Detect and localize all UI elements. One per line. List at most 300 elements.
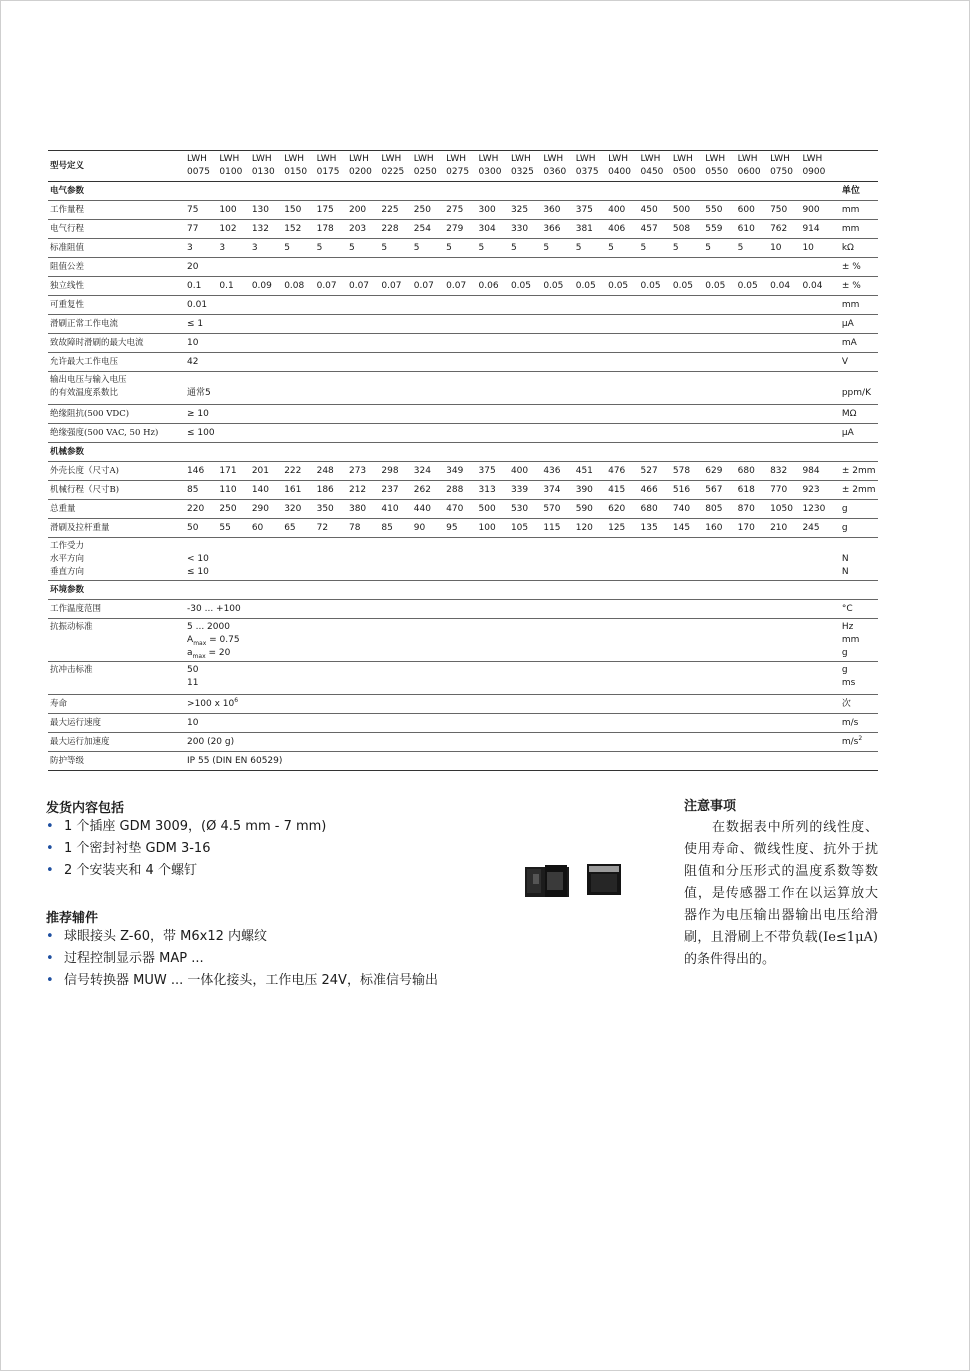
bullet-icon: • bbox=[46, 863, 54, 878]
cell-value: 600 bbox=[737, 204, 755, 215]
cell-value: 762 bbox=[770, 223, 788, 234]
cell-value: 349 bbox=[446, 465, 464, 476]
cell-value: 567 bbox=[705, 484, 723, 495]
cell-value: 5 bbox=[413, 242, 420, 253]
cell-value: 516 bbox=[672, 484, 691, 495]
cell-value: 5 bbox=[737, 242, 744, 253]
cell-value: 0.05 bbox=[608, 280, 629, 291]
row-label: 工作受力 水平方向 垂直方向 bbox=[50, 541, 85, 577]
cell-value: 245 bbox=[802, 522, 820, 533]
cell-value: 250 bbox=[219, 503, 237, 514]
cell-value: 381 bbox=[575, 223, 593, 234]
cell-value: 152 bbox=[284, 223, 302, 234]
unit-header bbox=[835, 443, 878, 462]
cell-value: 220 bbox=[187, 503, 205, 514]
cell-value: 5 bbox=[705, 242, 712, 253]
cell-value: 415 bbox=[608, 484, 626, 495]
cell-value: 140 bbox=[251, 484, 269, 495]
section-spacer bbox=[187, 581, 835, 600]
cell-value: 250 bbox=[413, 204, 431, 215]
cell-value: 400 bbox=[510, 465, 529, 476]
cell-value: 132 bbox=[251, 223, 269, 234]
row-max-wiper-current bbox=[48, 334, 878, 353]
row-label: 寿命 bbox=[50, 698, 68, 709]
cell-value: 508 bbox=[672, 223, 691, 234]
cell-value: 72 bbox=[316, 522, 329, 533]
cell-value: 200 (20 g) bbox=[187, 736, 235, 747]
bullet-icon: • bbox=[46, 929, 54, 944]
cell-value: 320 bbox=[284, 503, 302, 514]
row-wiper-current bbox=[48, 315, 878, 334]
section-mechanical bbox=[48, 443, 878, 462]
cell-value: 3 bbox=[187, 242, 193, 253]
cell-value: 451 bbox=[575, 465, 593, 476]
cell-value: 203 bbox=[348, 223, 367, 234]
cell-value: 360 bbox=[543, 204, 561, 215]
section-spacer bbox=[187, 443, 835, 462]
delivery-list bbox=[46, 816, 326, 882]
cell-value: < 10 ≤ 10 bbox=[187, 554, 209, 577]
unit-header: 单位 bbox=[841, 185, 860, 196]
cell-value: 0.01 bbox=[187, 299, 208, 310]
cell-value: 680 bbox=[737, 465, 755, 476]
cell-value: 5 bbox=[672, 242, 679, 253]
cell-value: 440 bbox=[413, 503, 431, 514]
cell-value: 178 bbox=[316, 223, 334, 234]
cell-value: 237 bbox=[381, 484, 399, 495]
cell-value: 466 bbox=[640, 484, 658, 495]
row-unit: ± % bbox=[841, 280, 861, 291]
cell-value: 100 bbox=[478, 522, 496, 533]
cell-value: 530 bbox=[510, 503, 529, 514]
model-header: LWH 0360 bbox=[543, 154, 567, 177]
row-protection bbox=[48, 752, 878, 771]
cell-value: 339 bbox=[510, 484, 529, 495]
row-wiper-weight bbox=[48, 519, 878, 538]
cell-value: 832 bbox=[770, 465, 788, 476]
row-measuring-range bbox=[48, 201, 878, 220]
row-force bbox=[48, 538, 878, 581]
cell-value: 350 bbox=[316, 503, 334, 514]
model-header: LWH 0150 bbox=[284, 154, 308, 177]
row-unit: mm bbox=[841, 223, 860, 234]
cell-value: 0.05 bbox=[640, 280, 661, 291]
cell-value: 0.06 bbox=[478, 280, 499, 291]
row-label: 致故障时滑刷的最大电流 bbox=[50, 337, 144, 348]
row-repeatability bbox=[48, 296, 878, 315]
cell-value: IP 55 (DIN EN 60529) bbox=[187, 755, 283, 766]
cell-value: 870 bbox=[737, 503, 755, 514]
cell-value: 90 bbox=[413, 522, 426, 533]
cell-value: 578 bbox=[672, 465, 691, 476]
cell-value: 298 bbox=[381, 465, 399, 476]
model-header: LWH 0275 bbox=[446, 154, 470, 177]
cell-value: 457 bbox=[640, 223, 658, 234]
row-unit: g bbox=[841, 503, 848, 514]
row-label: 独立线性 bbox=[50, 280, 85, 291]
row-label: 外壳长度（尺寸A) bbox=[50, 465, 119, 476]
model-header: LWH 0200 bbox=[348, 154, 372, 177]
accessory-item: • 球眼接头 Z-60，带 M6x12 内螺纹 bbox=[46, 926, 438, 948]
cell-value: 85 bbox=[187, 484, 199, 495]
cell-value: 275 bbox=[446, 204, 464, 215]
row-unit: mA bbox=[841, 337, 857, 348]
section-environmental bbox=[48, 581, 878, 600]
model-header: LWH 0300 bbox=[478, 154, 502, 177]
row-housing-length bbox=[48, 462, 878, 481]
model-header: LWH 0225 bbox=[381, 154, 405, 177]
cell-value: 110 bbox=[219, 484, 237, 495]
cell-value: 228 bbox=[381, 223, 399, 234]
cell-value: 304 bbox=[478, 223, 496, 234]
row-temperature bbox=[48, 600, 878, 619]
cell-value: 0.07 bbox=[381, 280, 402, 291]
cell-value: 5 bbox=[510, 242, 517, 253]
cell-value: 406 bbox=[608, 223, 626, 234]
row-max-accel bbox=[48, 733, 878, 752]
cell-value: 50 11 bbox=[187, 665, 199, 688]
row-dielectric-strength bbox=[48, 424, 878, 443]
cell-value: 135 bbox=[640, 522, 658, 533]
cell-value: 0.05 bbox=[705, 280, 726, 291]
cell-value: 476 bbox=[608, 465, 626, 476]
cell-value: 42 bbox=[187, 356, 199, 367]
cell-value: 20 bbox=[187, 261, 199, 272]
cell-value: 248 bbox=[316, 465, 334, 476]
model-header: LWH 0450 bbox=[640, 154, 664, 177]
row-label: 工作温度范围 bbox=[50, 603, 102, 614]
row-label: 抗冲击标准 bbox=[50, 665, 93, 675]
row-label: 允许最大工作电压 bbox=[50, 356, 119, 367]
row-electrical-stroke bbox=[48, 220, 878, 239]
cell-value: 500 bbox=[478, 503, 496, 514]
row-unit: Hz mm g bbox=[841, 622, 860, 658]
cell-value: 324 bbox=[413, 465, 431, 476]
cell-value: 450 bbox=[640, 204, 658, 215]
row-label: 工作量程 bbox=[50, 204, 85, 215]
cell-value: 105 bbox=[510, 522, 529, 533]
delivery-title: 发货内容包括 bbox=[46, 801, 125, 816]
model-header: LWH 0550 bbox=[705, 154, 729, 177]
delivery-item: • 1 个插座 GDM 3009，(Ø 4.5 mm - 7 mm) bbox=[46, 816, 326, 838]
cell-value: 146 bbox=[187, 465, 205, 476]
accessory-item: • 过程控制显示器 MAP ... bbox=[46, 948, 438, 970]
row-label: 绝缘阻抗(500 VDC) bbox=[50, 408, 130, 419]
row-label: 标准阻值 bbox=[50, 242, 85, 253]
cell-value: 300 bbox=[478, 204, 496, 215]
cell-value: 0.09 bbox=[251, 280, 272, 291]
accessories-list bbox=[46, 926, 438, 992]
row-label: 防护等级 bbox=[50, 755, 85, 766]
cell-value: 0.07 bbox=[446, 280, 467, 291]
row-label: 滑刷及拉杆重量 bbox=[50, 522, 110, 533]
cell-value: 120 bbox=[575, 522, 593, 533]
row-unit: m/s bbox=[841, 717, 859, 728]
cell-value: 150 bbox=[284, 204, 302, 215]
cell-value: 100 bbox=[219, 204, 237, 215]
cell-value: 366 bbox=[543, 223, 561, 234]
cell-value: 559 bbox=[705, 223, 723, 234]
cell-value: 10 bbox=[187, 717, 199, 728]
cell-value: 0.07 bbox=[348, 280, 370, 291]
row-label: 可重复性 bbox=[50, 299, 85, 310]
row-max-voltage bbox=[48, 353, 878, 372]
cell-value: 85 bbox=[381, 522, 393, 533]
cell-value: 325 bbox=[510, 204, 529, 215]
row-unit: ± 2mm bbox=[841, 465, 876, 476]
unit-header bbox=[835, 581, 878, 600]
cell-value: 5 bbox=[284, 242, 290, 253]
delivery-item: • 1 个密封衬垫 GDM 3-16 bbox=[46, 838, 326, 860]
model-header: LWH 0325 bbox=[510, 154, 534, 177]
cell-value: 0.05 bbox=[510, 280, 531, 291]
cell-value: 5 ... 2000 $A_{max} = 0.75$ $a_{max} = 20$ bbox=[187, 622, 240, 660]
cell-value: 629 bbox=[705, 465, 723, 476]
cell-value: 0.05 bbox=[672, 280, 693, 291]
row-temp-coefficient bbox=[48, 372, 878, 405]
row-unit bbox=[835, 752, 878, 771]
cell-value: 130 bbox=[251, 204, 269, 215]
cell-value: 5 bbox=[640, 242, 647, 253]
cell-value: 262 bbox=[413, 484, 431, 495]
cell-value: 0.05 bbox=[543, 280, 564, 291]
section-title: 电气参数 bbox=[50, 185, 85, 196]
cell-value: ≥ 10 bbox=[187, 408, 209, 419]
row-label: 绝缘强度(500 VAC, 50 Hz) bbox=[50, 427, 159, 438]
cell-value: 161 bbox=[284, 484, 302, 495]
cell-value: 102 bbox=[219, 223, 237, 234]
row-unit: μA bbox=[841, 427, 854, 438]
cell-value: 0.1 bbox=[187, 280, 202, 291]
row-insulation-resistance bbox=[48, 405, 878, 424]
cell-value: 375 bbox=[478, 465, 496, 476]
cell-value: 254 bbox=[413, 223, 431, 234]
cell-value: 1230 bbox=[802, 503, 826, 514]
cell-value: 900 bbox=[802, 204, 820, 215]
cell-value: 330 bbox=[510, 223, 529, 234]
cell-value: 77 bbox=[187, 223, 199, 234]
cell-value: 436 bbox=[543, 465, 561, 476]
cell-value: 0.07 bbox=[316, 280, 337, 291]
cell-value: 620 bbox=[608, 503, 626, 514]
cell-value: 770 bbox=[770, 484, 788, 495]
cell-value: 115 bbox=[543, 522, 561, 533]
cell-value: ≤ 1 bbox=[187, 318, 204, 329]
cell-value: 60 bbox=[251, 522, 264, 533]
cell-value: 95 bbox=[446, 522, 458, 533]
cell-value: 273 bbox=[348, 465, 367, 476]
cell-value: 374 bbox=[543, 484, 561, 495]
cell-value: 50 bbox=[187, 522, 199, 533]
cell-value: 590 bbox=[575, 503, 593, 514]
cell-value: 175 bbox=[316, 204, 334, 215]
row-unit: MΩ bbox=[841, 408, 857, 419]
cell-value: 0.04 bbox=[802, 280, 823, 291]
row-unit: ± 2mm bbox=[841, 484, 876, 495]
notes-text: 在数据表中所列的线性度、使用寿命、微线性度、抗外于扰阻值和分压形式的温度系数等数值，是传感器工作在以运算放大器作为电压输出器输出电压给滑刷，且滑刷上不带负载(Ie≤1μA)的条件得出的。 bbox=[684, 820, 878, 967]
row-label: 阻值公差 bbox=[50, 261, 85, 272]
cell-value: -30 ... +100 bbox=[187, 603, 241, 614]
cell-value: 279 bbox=[446, 223, 464, 234]
cell-value: 680 bbox=[640, 503, 658, 514]
delivery-item: • 2 个安装夹和 4 个螺钉 bbox=[46, 860, 326, 882]
cell-value: 375 bbox=[575, 204, 593, 215]
cell-value: 5 bbox=[446, 242, 452, 253]
model-header: LWH 0400 bbox=[608, 154, 632, 177]
row-label: 最大运行加速度 bbox=[50, 736, 110, 747]
cell-value: 984 bbox=[802, 465, 820, 476]
cell-value: 380 bbox=[348, 503, 367, 514]
cell-value: 75 bbox=[187, 204, 199, 215]
row-label: 抗振动标准 bbox=[50, 622, 93, 632]
cell-value: 0.05 bbox=[575, 280, 596, 291]
cell-value: 390 bbox=[575, 484, 593, 495]
cell-value: 10 bbox=[187, 337, 199, 348]
row-unit: mm bbox=[841, 204, 860, 215]
row-linearity bbox=[48, 277, 878, 296]
row-weight bbox=[48, 500, 878, 519]
cell-value: 805 bbox=[705, 503, 723, 514]
row-nominal-resistance bbox=[48, 239, 878, 258]
cell-value: 914 bbox=[802, 223, 820, 234]
cell-value: ≤ 100 bbox=[187, 427, 215, 438]
row-max-speed bbox=[48, 714, 878, 733]
cell-value: 171 bbox=[219, 465, 237, 476]
cell-value: 550 bbox=[705, 204, 723, 215]
cell-value: 570 bbox=[543, 503, 561, 514]
cell-value: 410 bbox=[381, 503, 399, 514]
bullet-icon: • bbox=[46, 841, 54, 856]
cell-value: 400 bbox=[608, 204, 626, 215]
section-title: 环境参数 bbox=[50, 584, 85, 595]
cell-value: 750 bbox=[770, 204, 788, 215]
cell-value: 210 bbox=[770, 522, 788, 533]
cell-value: 10 bbox=[802, 242, 814, 253]
row-unit: V bbox=[841, 356, 849, 367]
cell-value: 313 bbox=[478, 484, 496, 495]
cell-value: 125 bbox=[608, 522, 626, 533]
bullet-icon: • bbox=[46, 973, 54, 988]
cell-value: 290 bbox=[251, 503, 269, 514]
cell-value: 170 bbox=[737, 522, 755, 533]
cell-value: 5 bbox=[608, 242, 614, 253]
model-header: LWH 0075 bbox=[187, 154, 210, 177]
cell-value: 923 bbox=[802, 484, 820, 495]
header-unit bbox=[835, 151, 878, 182]
model-header: LWH 0250 bbox=[413, 154, 437, 177]
cell-value: 0.1 bbox=[219, 280, 234, 291]
cell-value: 288 bbox=[446, 484, 464, 495]
cell-value: 10 bbox=[770, 242, 782, 253]
cell-value: 5 bbox=[575, 242, 582, 253]
row-unit: N N bbox=[841, 554, 849, 577]
accessory-item: • 信号转换器 MUW ... 一体化接头，工作电压 24V，标准信号输出 bbox=[46, 970, 438, 992]
model-header: LWH 0130 bbox=[251, 154, 275, 177]
cell-value: 186 bbox=[316, 484, 334, 495]
row-unit: ± % bbox=[841, 261, 861, 272]
row-vibration bbox=[48, 619, 878, 662]
cell-value: 160 bbox=[705, 522, 723, 533]
model-header: LWH 0500 bbox=[672, 154, 696, 177]
cell-value: 200 bbox=[348, 204, 367, 215]
cell-value: 5 bbox=[381, 242, 388, 253]
cell-value: 5 bbox=[348, 242, 355, 253]
spec-table bbox=[48, 150, 878, 771]
cell-value: 222 bbox=[284, 465, 302, 476]
model-header: LWH 0375 bbox=[575, 154, 599, 177]
row-unit: °C bbox=[841, 603, 853, 614]
cell-value: 1050 bbox=[770, 503, 793, 514]
row-shock bbox=[48, 662, 878, 695]
model-header: LWH 0100 bbox=[219, 154, 243, 177]
cell-value: 3 bbox=[251, 242, 258, 253]
row-unit: g ms bbox=[841, 665, 856, 688]
header-label: 型号定义 bbox=[50, 160, 85, 171]
cell-value: 610 bbox=[737, 223, 755, 234]
cell-value: 225 bbox=[381, 204, 399, 215]
model-header: LWH 0900 bbox=[802, 154, 826, 177]
notes-title: 注意事项 bbox=[684, 799, 737, 814]
row-mechanical-stroke bbox=[48, 481, 878, 500]
row-label: 滑刷正常工作电流 bbox=[50, 318, 119, 329]
row-unit: mm bbox=[841, 299, 860, 310]
cell-value: 470 bbox=[446, 503, 464, 514]
row-unit: kΩ bbox=[841, 242, 854, 253]
cell-value: 65 bbox=[284, 522, 296, 533]
cell-value: 145 bbox=[672, 522, 691, 533]
cell-value: 通常5 bbox=[187, 388, 211, 398]
cell-value: 0.07 bbox=[413, 280, 434, 291]
cell-value: >100 x $10^6$ bbox=[187, 696, 239, 709]
connector-image bbox=[525, 860, 625, 898]
cell-value: 3 bbox=[219, 242, 226, 253]
row-label: 输出电压与输入电压 的有效温度系数比 bbox=[50, 375, 127, 398]
section-spacer bbox=[187, 182, 835, 201]
cell-value: 740 bbox=[672, 503, 691, 514]
bullet-icon: • bbox=[46, 951, 54, 966]
section-electrical bbox=[48, 182, 878, 201]
row-life bbox=[48, 695, 878, 714]
row-label: 总重量 bbox=[50, 503, 76, 514]
row-unit: ppm/K bbox=[841, 388, 871, 398]
accessories-title: 推荐辅件 bbox=[46, 911, 99, 926]
row-unit: μA bbox=[841, 318, 854, 329]
cell-value: 0.08 bbox=[284, 280, 305, 291]
row-unit: g bbox=[841, 522, 848, 533]
table-header-row bbox=[48, 151, 878, 182]
cell-value: 78 bbox=[348, 522, 361, 533]
cell-value: 5 bbox=[543, 242, 550, 253]
cell-value: 527 bbox=[640, 465, 658, 476]
section-title: 机械参数 bbox=[50, 446, 85, 457]
cell-value: 0.05 bbox=[737, 280, 758, 291]
model-header: LWH 0175 bbox=[316, 154, 340, 177]
row-resistance-tolerance bbox=[48, 258, 878, 277]
model-header: LWH 0600 bbox=[737, 154, 761, 177]
row-unit: $m/s^2$ bbox=[841, 734, 863, 747]
cell-value: 500 bbox=[672, 204, 691, 215]
bullet-icon: • bbox=[46, 819, 54, 834]
row-label: 最大运行速度 bbox=[50, 717, 102, 728]
cell-value: 55 bbox=[219, 522, 231, 533]
cell-value: 5 bbox=[316, 242, 323, 253]
cell-value: 0.04 bbox=[770, 280, 791, 291]
row-label: 机械行程（尺寸B) bbox=[50, 484, 120, 495]
cell-value: 618 bbox=[737, 484, 755, 495]
cell-value: 5 bbox=[478, 242, 485, 253]
cell-value: 212 bbox=[348, 484, 367, 495]
row-unit: 次 bbox=[841, 698, 851, 709]
